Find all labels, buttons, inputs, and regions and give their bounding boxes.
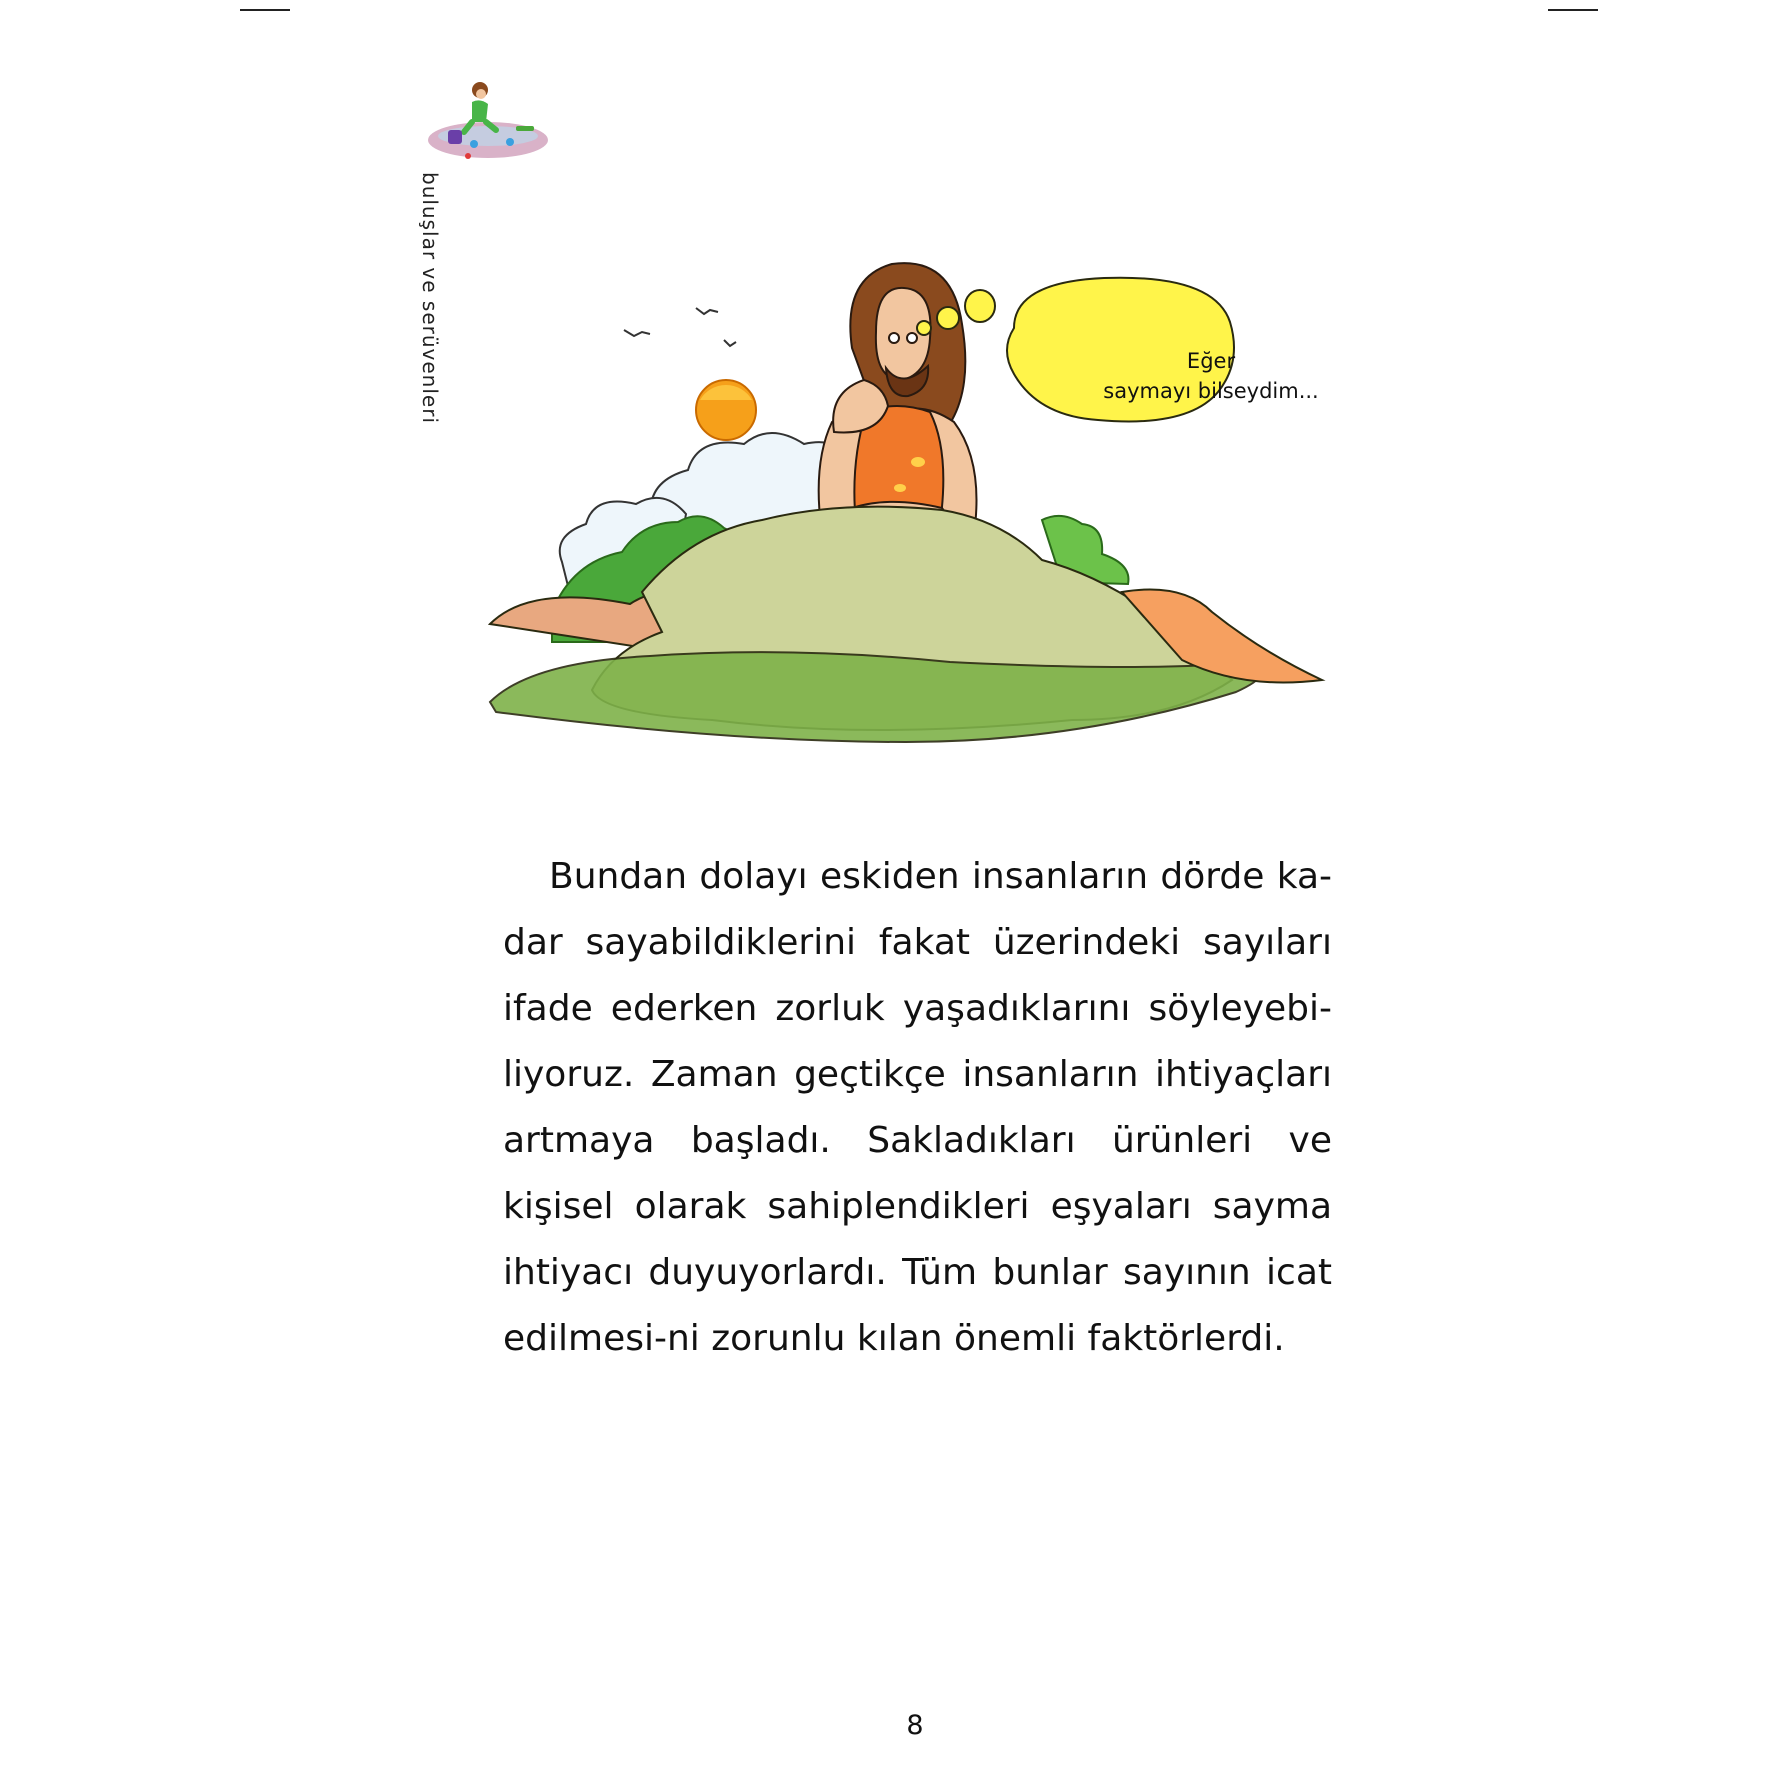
sun-icon [696,380,756,440]
thought-bubble-line-1: Eğer [1186,349,1236,373]
series-logo-icon [424,78,552,166]
series-title-vertical: buluşlar ve serüvenleri [418,172,442,424]
birds-icon [624,308,736,346]
page-number: 8 [906,1710,924,1741]
caveman-figure-icon [819,263,977,534]
caveman-illustration [482,262,1338,760]
crop-mark-right [1548,9,1598,11]
thought-bubble-text [1094,346,1328,406]
crop-mark-left [240,9,290,11]
thought-bubble-line-2: saymayı bilseydim... [1103,379,1319,403]
body-paragraph: Bundan dolayı eskiden insanların dörde ka-dar sayabildiklerini fakat üzerindeki sayıları ifade ederken zorluk yaşadıklarını söyleyebi-liyoruz. Zaman geçtikçe insanların ihtiyaçları artmaya başladı. Sakladıkları ürünleri ve kişisel olarak sahiplendikleri eşyaları sayma ihtiyacı duyuyorlardı. Tüm bunlar sayının icat edilmesi-ni zorunlu kılan önemli faktörlerdi. [503,856,1332,1359]
